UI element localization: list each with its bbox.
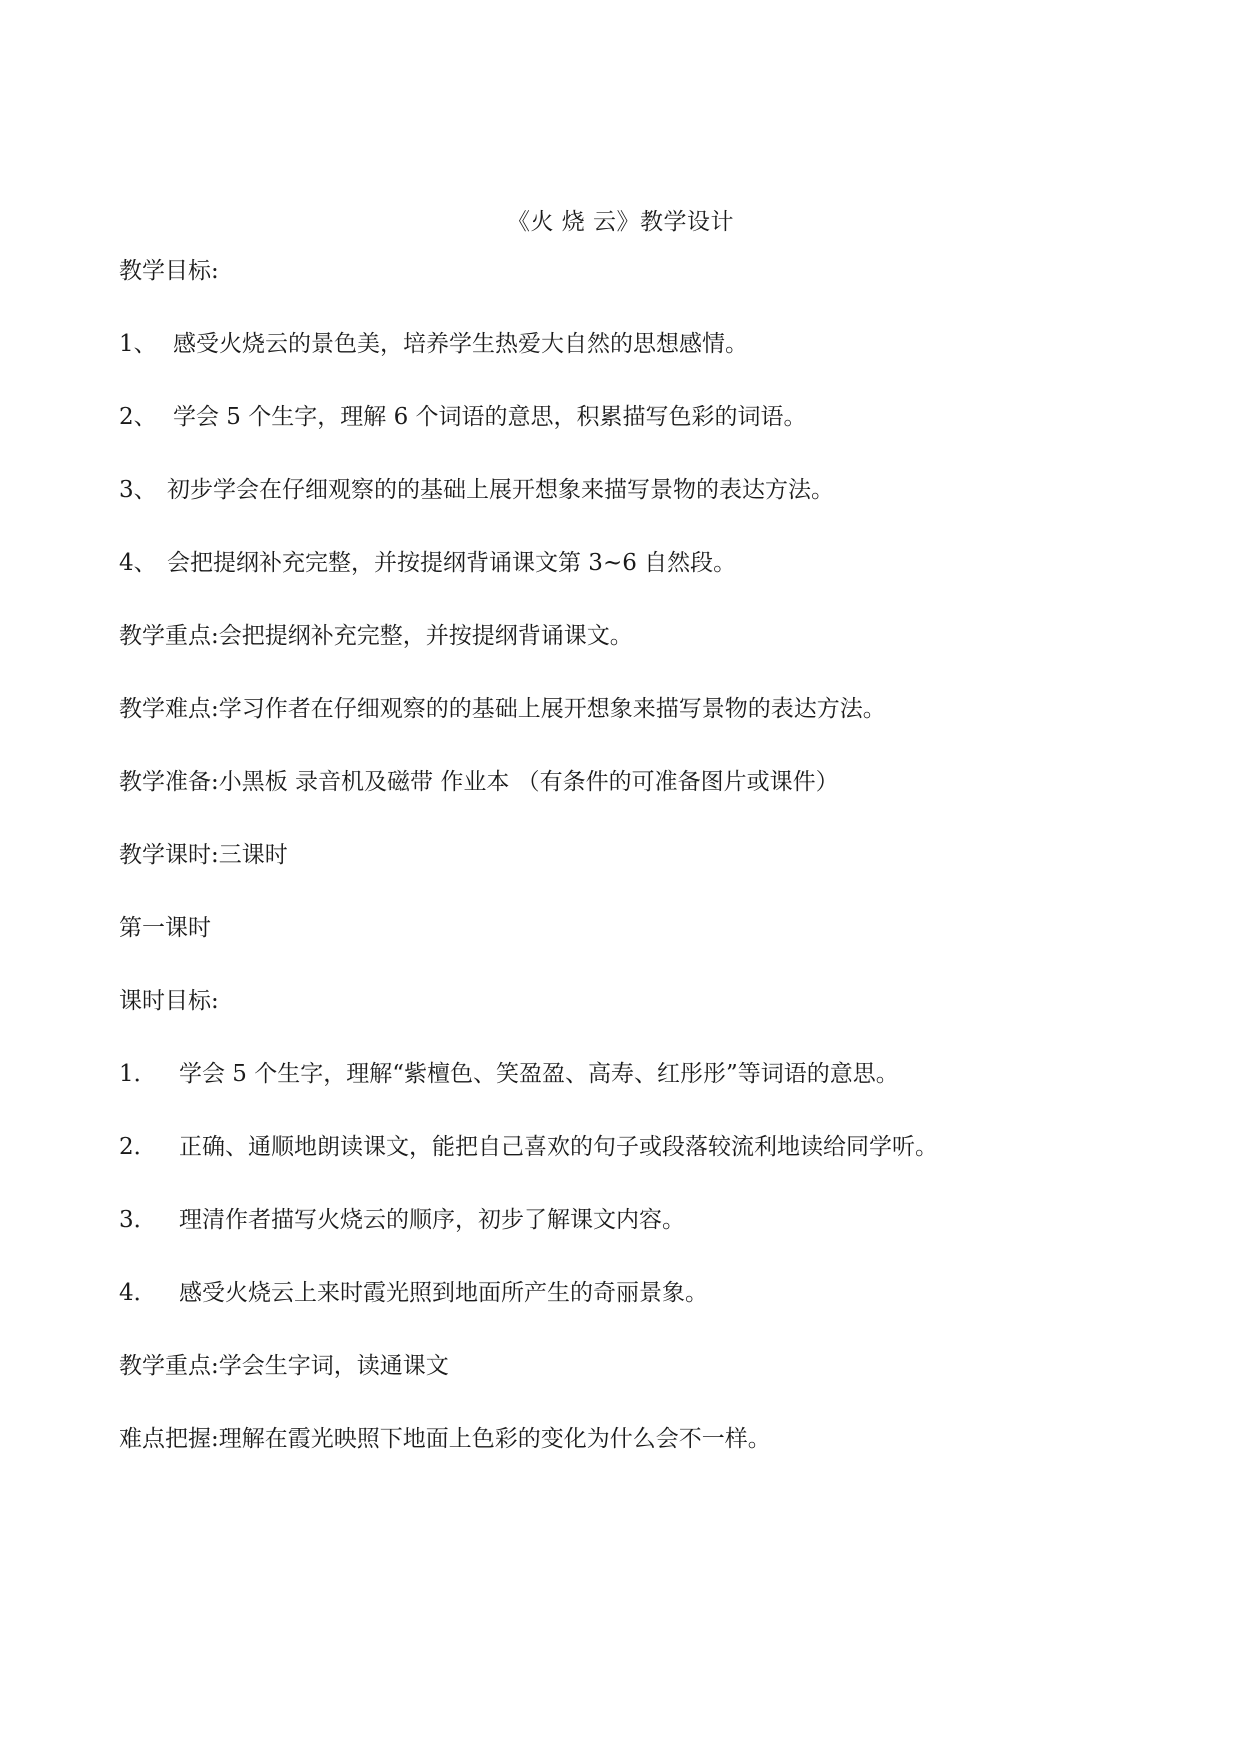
lesson-goal-text: 理清作者描写火烧云的顺序，初步了解课文内容。	[179, 1207, 685, 1233]
objective-item-2	[119, 401, 807, 433]
preparation: 教学准备:小黑板 录音机及磁带 作业本 （有条件的可准备图片或课件）	[119, 769, 839, 795]
key-point: 教学重点:会把提纲补充完整，并按提纲背诵课文。	[119, 623, 633, 649]
objective-item-4	[119, 547, 736, 579]
lesson-goal-number: 2．	[119, 1134, 157, 1160]
objective-item-1	[119, 328, 748, 360]
lesson-goals-heading: 课时目标:	[119, 988, 219, 1014]
objective-number: 1、	[119, 331, 157, 357]
objective-number: 4、	[119, 550, 157, 576]
objective-number: 2、	[119, 404, 157, 430]
lesson-goal-number: 4．	[119, 1280, 157, 1306]
objective-text: 学会 5 个生字，理解 6 个词语的意思，积累描写色彩的词语。	[173, 404, 807, 430]
lesson-goal-number: 1．	[119, 1061, 157, 1087]
lesson-goal-item-2	[119, 1131, 938, 1163]
objectives-heading: 教学目标:	[119, 258, 219, 284]
objective-text: 初步学会在仔细观察的的基础上展开想象来描写景物的表达方法。	[167, 477, 834, 503]
lesson-goal-text: 感受火烧云上来时霞光照到地面所产生的奇丽景象。	[179, 1280, 708, 1306]
objective-text: 感受火烧云的景色美，培养学生热爱大自然的思想感情。	[173, 331, 748, 357]
lesson-goal-item-3	[119, 1204, 685, 1236]
lesson-goal-text: 学会 5 个生字，理解“紫檀色、笑盈盈、高寿、红彤彤”等词语的意思。	[179, 1061, 899, 1087]
objective-item-3	[119, 474, 834, 506]
objective-number: 3、	[119, 477, 157, 503]
objective-text: 会把提纲补充完整，并按提纲背诵课文第 3~6 自然段。	[167, 550, 737, 576]
document-title: 《火 烧 云》教学设计	[506, 209, 735, 235]
lesson-difficulty: 难点把握:理解在霞光映照下地面上色彩的变化为什么会不一样。	[119, 1426, 771, 1452]
difficulty: 教学难点:学习作者在仔细观察的的基础上展开想象来描写景物的表达方法。	[119, 696, 886, 722]
lesson-goal-text: 正确、通顺地朗读课文，能把自己喜欢的句子或段落较流利地读给同学听。	[179, 1134, 938, 1160]
lesson-key-point: 教学重点:学会生字词，读通课文	[119, 1353, 449, 1379]
lesson-goal-item-1	[119, 1058, 899, 1090]
lesson-one-heading: 第一课时	[119, 915, 211, 941]
class-hours: 教学课时:三课时	[119, 842, 288, 868]
lesson-goal-number: 3．	[119, 1207, 157, 1233]
lesson-goal-item-4	[119, 1277, 708, 1309]
